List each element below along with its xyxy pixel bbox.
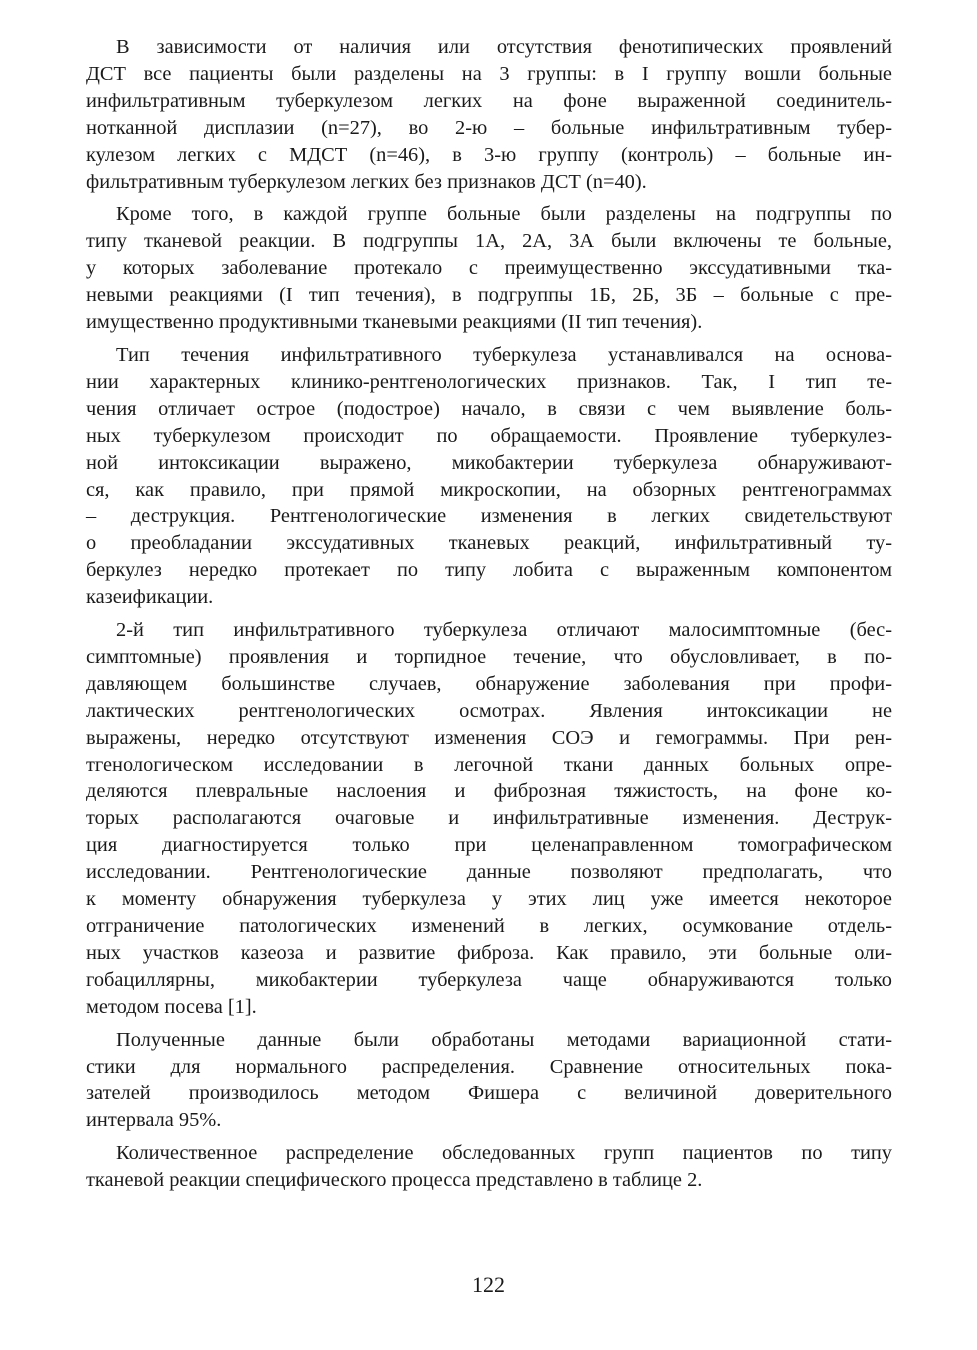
text-line: казеификации.: [86, 586, 214, 609]
text-line: невыми реакциями (I тип течения), в подгруппы 1Б, 2Б, 3Б – больные с пре-: [86, 284, 892, 307]
text-line: лактических рентгенологических осмотрах. Явления интоксикации не: [86, 699, 892, 722]
paragraph: [86, 1027, 892, 1135]
text-line: – деструкция. Рентгенологические изменения в легких свидетельствуют: [86, 505, 892, 528]
text-line: чения отличает острое (подострое) начало, в связи с чем выявление боль-: [86, 397, 892, 420]
text-line: ДСТ все пациенты были разделены на 3 группы: в I группу вошли больные: [86, 62, 892, 85]
paragraph: [86, 617, 892, 1021]
text-line: нотканной дисплазии (n=27), во 2-ю – больные инфильтративным тубер-: [86, 116, 892, 139]
text-line: гобациллярны, микобактерии туберкулеза чаще обнаруживаются только: [86, 968, 892, 991]
text-line: ных туберкулезом происходит по обращаемости. Проявление туберкулез-: [86, 424, 892, 447]
text-line: типу тканевой реакции. В подгруппы 1А, 2А, 3А были включены те больные,: [86, 230, 892, 253]
text-line: методом посева [1].: [86, 995, 257, 1018]
paragraph: [86, 1140, 892, 1194]
page-number: 122: [472, 1272, 505, 1297]
text-line: выражены, нередко отсутствуют изменения СОЭ и гемограммы. При рен-: [86, 726, 892, 749]
text-line: ция диагностируется только при целенаправленном томографическом: [86, 834, 892, 857]
text-line: ной интоксикации выражено, микобактерии туберкулеза обнаруживают-: [86, 451, 892, 474]
text-line: В зависимости от наличия или отсутствия фенотипических проявлений: [116, 36, 892, 58]
text-line: зателей производилось методом Фишера с величиной доверительного: [86, 1082, 892, 1105]
text-line: тканевой реакции специфического процесса представлено в таблице 2.: [86, 1169, 703, 1192]
text-line: 2-й тип инфильтративного туберкулеза отличают малосимптомные (бес-: [116, 619, 892, 642]
text-line: торых располагаются очаговые и инфильтративные изменения. Деструк-: [86, 807, 892, 830]
text-line: ных участков казеоза и развитие фиброза. Как правило, эти больные оли-: [86, 941, 892, 964]
text-line: Тип течения инфильтративного туберкулеза устанавливался на основа-: [116, 343, 892, 366]
body-text: [86, 34, 892, 1200]
text-line: инфильтративным туберкулезом легких на фоне выраженной соединитель-: [86, 89, 892, 112]
text-line: беркулез нередко протекает по типу лобита с выраженным компонентом: [86, 559, 892, 582]
text-line: стики для нормального распределения. Сравнение относительных пока-: [86, 1055, 892, 1078]
text-line: у которых заболевание протекало с преимущественно экссудативными тка-: [86, 257, 892, 280]
text-line: давляющем большинстве случаев, обнаружение заболевания при профи-: [86, 672, 892, 695]
paragraph: [86, 34, 892, 195]
text-line: исследовании. Рентгенологические данные позволяют предполагать, что: [86, 861, 892, 884]
text-line: тгенологическом исследовании в легочной ткани данных больных опре-: [86, 753, 892, 776]
text-line: интервала 95%.: [86, 1109, 222, 1132]
text-line: фильтративным туберкулезом легких без признаков ДСТ (n=40).: [86, 170, 647, 193]
text-line: Полученные данные были обработаны методами вариационной стати-: [116, 1028, 892, 1051]
text-line: отграничение патологических изменений в легких, осумкование отдель-: [86, 915, 892, 937]
text-line: деляются плевральные наслоения и фиброзная тяжистость, на фоне ко-: [86, 780, 892, 803]
text-line: кулезом легких с МДСТ (n=46), в 3-ю группу (контроль) – больные ин-: [86, 143, 892, 166]
text-line: Количественное распределение обследованных групп пациентов по типу: [116, 1142, 892, 1165]
text-line: ся, как правило, при прямой микроскопии, на обзорных рентгенограммах: [86, 478, 892, 501]
text-line: симптомные) проявления и торпидное течение, что обусловливает, в по-: [86, 645, 892, 668]
text-line: Кроме того, в каждой группе больные были разделены на подгруппы по: [116, 203, 892, 226]
text-line: нии характерных клинико-рентгенологических признаков. Так, I тип те-: [86, 370, 892, 393]
text-line: к моменту обнаружения туберкулеза у этих лиц уже имеется некоторое: [86, 888, 892, 911]
paragraph: [86, 201, 892, 336]
paragraph: [86, 342, 892, 611]
text-line: о преобладании экссудативных тканевых реакций, инфильтративный ту-: [86, 532, 892, 555]
text-line: имущественно продуктивными тканевыми реакциями (II тип течения).: [86, 311, 703, 334]
